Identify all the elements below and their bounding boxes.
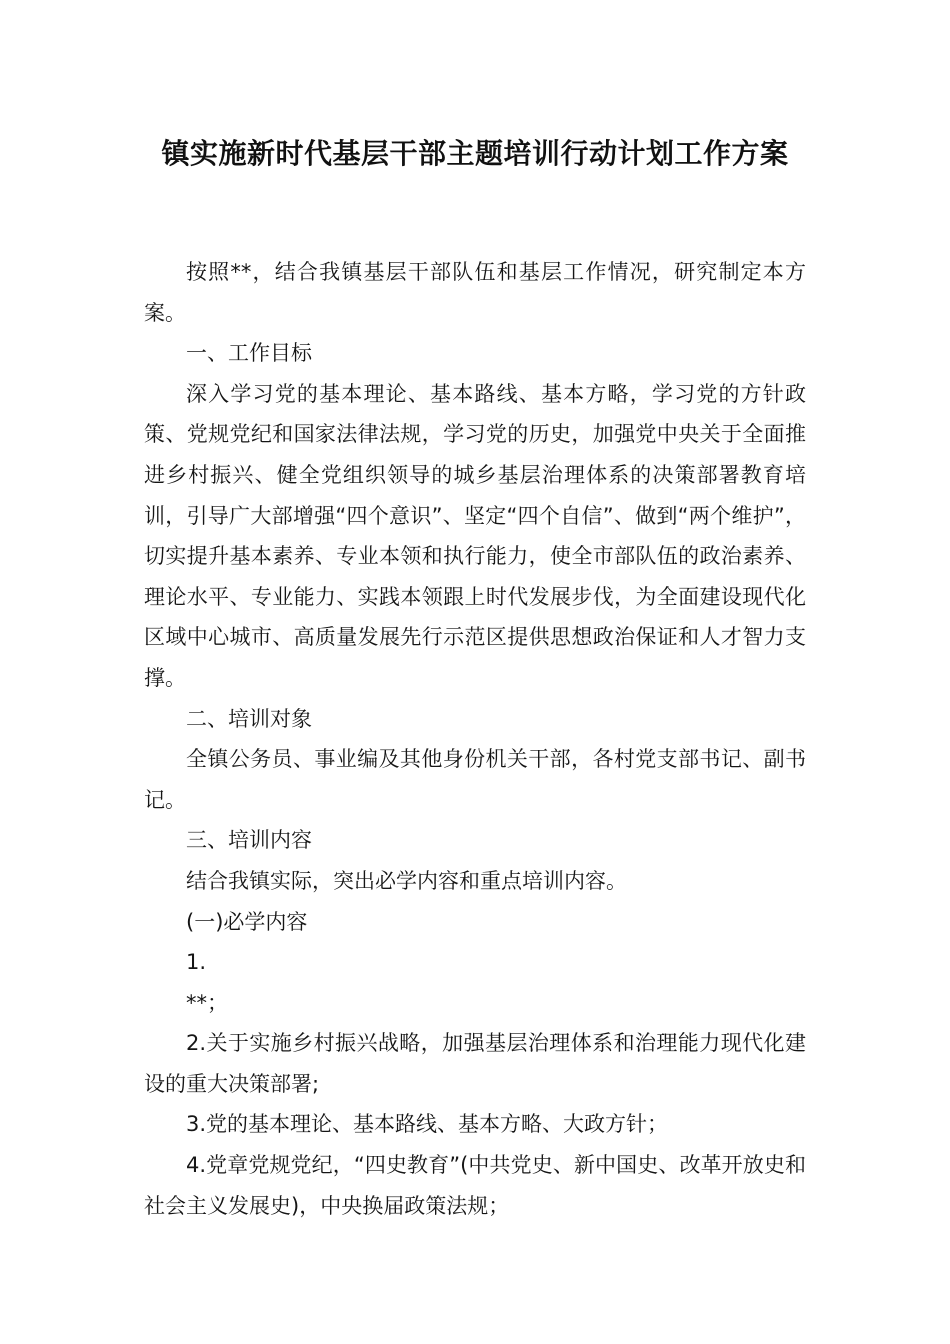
list-item-3: 3.党的基本理论、基本路线、基本方略、大政方针； xyxy=(186,1112,669,1137)
list-item-1-number: 1. xyxy=(186,950,207,975)
section-heading-audience: 二、培训对象 xyxy=(186,706,312,731)
section-heading-content: 三、培训内容 xyxy=(186,828,312,853)
intro-paragraph: 按照**，结合我镇基层干部队伍和基层工作情况，研究制定本方案。 xyxy=(144,260,806,325)
subsection-heading-required: (一)必学内容 xyxy=(186,909,308,934)
content-intro-paragraph: 结合我镇实际，突出必学内容和重点培训内容。 xyxy=(186,868,627,893)
document-body xyxy=(144,252,806,1226)
list-item-2: 2.关于实施乡村振兴战略，加强基层治理体系和治理能力现代化建设的重大决策部署; xyxy=(144,1031,806,1096)
goals-paragraph: 深入学习党的基本理论、基本路线、基本方略，学习党的方针政策、党规党纪和国家法律法规，学习党的历史，加强党中央关于全面推进乡村振兴、健全党组织领导的城乡基层治理体系的决策部署教育培训，引导广大部增强“四个意识”、坚定“四个自信”、做到“两个维护”，切实提升基本素养、专业本领和执行能力，使全市部队伍的政治素养、理论水平、专业能力、实践本领跟上时代发展步伐，为全面建设现代化区域中心城市、高质量发展先行示范区提供思想政治保证和人才智力支撑。 xyxy=(144,381,806,690)
document-title: 镇实施新时代基层干部主题培训行动计划工作方案 xyxy=(161,137,789,170)
list-item-1-text: **； xyxy=(186,990,228,1015)
section-heading-goals: 一、工作目标 xyxy=(186,341,312,366)
list-item-4: 4.党章党规党纪，“四史教育”(中共党史、新中国史、改革开放史和社会主义发展史)，中央换届政策法规； xyxy=(144,1153,806,1218)
audience-paragraph: 全镇公务员、事业编及其他身份机关干部，各村党支部书记、副书记。 xyxy=(144,747,806,812)
